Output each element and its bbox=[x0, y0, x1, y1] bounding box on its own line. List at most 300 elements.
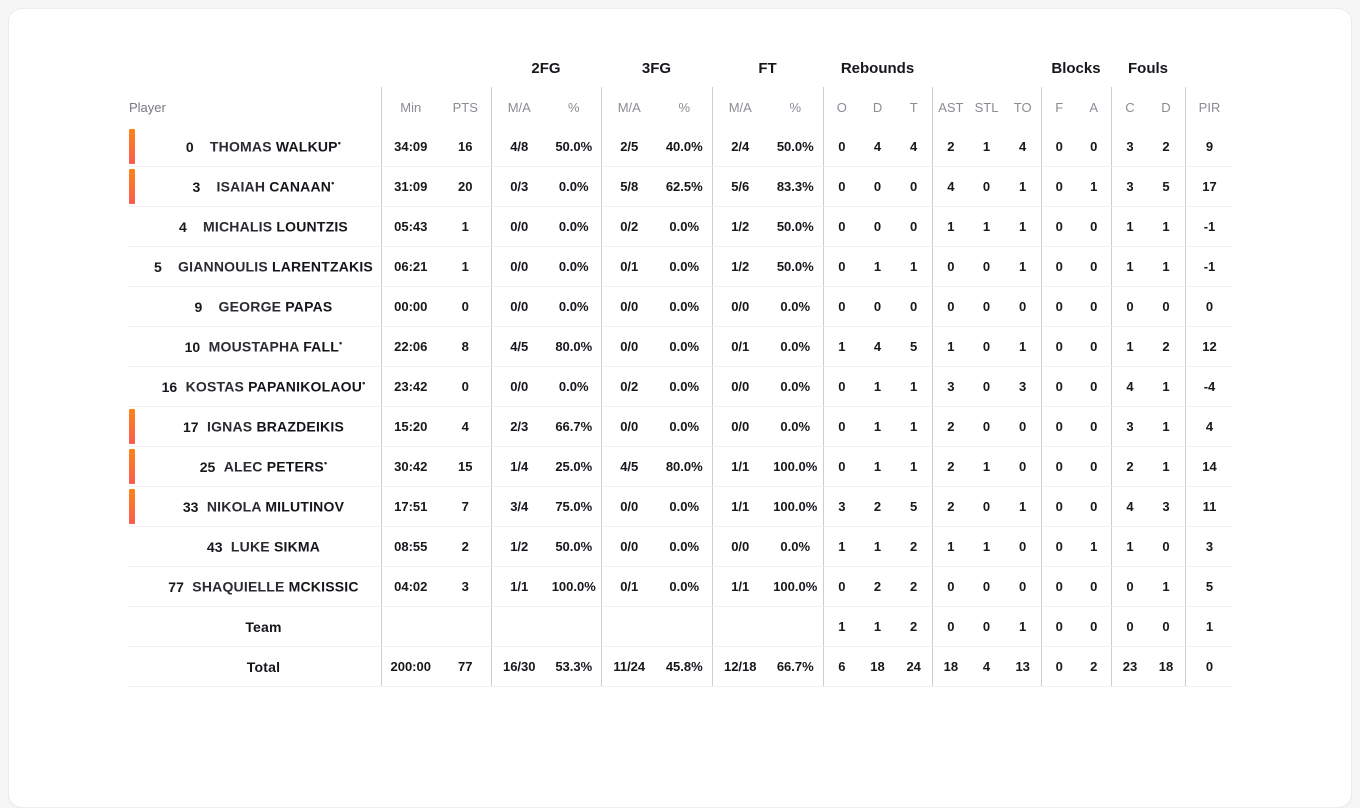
stat-ast: 2 bbox=[947, 499, 955, 514]
stat-3fg-pct: 0.0% bbox=[669, 579, 700, 594]
stat-ft-pct: 50.0% bbox=[776, 219, 814, 234]
stat-2fg-ma: 4/5 bbox=[510, 339, 529, 354]
stat-foul-d: 5 bbox=[1162, 179, 1170, 194]
player-number: 25 bbox=[199, 458, 216, 475]
stat-pir: 11 bbox=[1202, 499, 1217, 514]
group-header-row bbox=[129, 49, 1233, 87]
stat-reb-o: 0 bbox=[838, 379, 846, 394]
stat-foul-d: 1 bbox=[1162, 419, 1170, 434]
stat-min: 04:02 bbox=[394, 579, 428, 594]
stat-foul-c: 23 bbox=[1122, 659, 1138, 674]
column-header-blk-f: F bbox=[1055, 99, 1064, 115]
stat-blk-f: 0 bbox=[1055, 379, 1063, 394]
stat-ast: 18 bbox=[943, 659, 959, 674]
stat-foul-d: 2 bbox=[1162, 339, 1170, 354]
stat-blk-f: 0 bbox=[1055, 459, 1063, 474]
stat-min: 22:06 bbox=[394, 339, 428, 354]
stat-foul-c: 3 bbox=[1126, 419, 1134, 434]
stat-ft-ma bbox=[713, 607, 768, 646]
column-header-reb-t: T bbox=[909, 99, 918, 115]
player-row[interactable] bbox=[129, 287, 1233, 327]
stat-2fg-pct: 0.0% bbox=[558, 179, 589, 194]
player-number: 16 bbox=[161, 378, 178, 395]
stat-2fg-pct: 66.7% bbox=[555, 419, 593, 434]
stat-stl: 0 bbox=[982, 579, 991, 594]
stat-blk-a: 1 bbox=[1090, 179, 1098, 194]
stat-3fg-pct bbox=[657, 607, 713, 646]
stat-3fg-ma: 2/5 bbox=[620, 139, 639, 154]
player-cell bbox=[129, 527, 381, 566]
stat-foul-c: 1 bbox=[1126, 339, 1134, 354]
stat-ft-pct: 0.0% bbox=[780, 339, 811, 354]
column-header-min: Min bbox=[400, 99, 422, 115]
stat-2fg-pct: 53.3% bbox=[555, 659, 593, 674]
stat-2fg-ma: 0/0 bbox=[510, 259, 529, 274]
stat-pts: 7 bbox=[461, 499, 469, 514]
stat-stl: 0 bbox=[982, 619, 991, 634]
stat-blk-a: 0 bbox=[1090, 499, 1098, 514]
stat-blk-a: 0 bbox=[1090, 259, 1098, 274]
player-name: GIANNOULIS LARENTZAKIS bbox=[178, 258, 373, 275]
stat-2fg-ma: 2/3 bbox=[510, 419, 529, 434]
stat-reb-o: 0 bbox=[838, 299, 846, 314]
stat-reb-t: 24 bbox=[906, 659, 921, 674]
stat-to: 0 bbox=[1019, 459, 1027, 474]
stat-min: 06:21 bbox=[394, 259, 428, 274]
stat-blk-f: 0 bbox=[1055, 299, 1063, 314]
stat-ft-ma: 2/4 bbox=[731, 139, 750, 154]
stat-foul-d: 0 bbox=[1162, 619, 1170, 634]
stat-min: 200:00 bbox=[390, 659, 431, 674]
player-cell bbox=[129, 487, 381, 526]
stat-3fg-ma: 0/0 bbox=[620, 339, 639, 354]
stat-2fg-pct bbox=[547, 607, 602, 646]
stat-blk-f: 0 bbox=[1055, 659, 1063, 674]
stat-pts: 1 bbox=[461, 219, 469, 234]
stat-to: 0 bbox=[1019, 579, 1027, 594]
player-row[interactable] bbox=[129, 207, 1233, 247]
stat-to: 1 bbox=[1019, 499, 1027, 514]
group-header-2fg: 2FG bbox=[531, 59, 561, 77]
stat-pir: 0 bbox=[1205, 659, 1214, 674]
stat-blk-a: 0 bbox=[1090, 459, 1098, 474]
stat-ast: 1 bbox=[947, 219, 955, 234]
stat-3fg-pct: 0.0% bbox=[669, 419, 700, 434]
stat-stl: 0 bbox=[982, 259, 991, 274]
stat-ft-ma: 1/2 bbox=[731, 219, 750, 234]
player-cell bbox=[129, 367, 381, 406]
stat-reb-o: 0 bbox=[838, 139, 846, 154]
stat-ft-ma: 0/0 bbox=[731, 299, 750, 314]
stat-pir: -1 bbox=[1203, 219, 1216, 234]
stat-pts: 0 bbox=[461, 379, 469, 394]
stat-3fg-pct: 40.0% bbox=[665, 139, 703, 154]
player-cell bbox=[129, 327, 381, 366]
player-number: 4 bbox=[179, 218, 187, 235]
stat-foul-c: 3 bbox=[1126, 179, 1134, 194]
stat-ast: 0 bbox=[947, 299, 955, 314]
stat-reb-o: 1 bbox=[838, 619, 846, 634]
stat-ft-ma: 1/1 bbox=[731, 579, 750, 594]
stat-blk-a: 0 bbox=[1090, 219, 1098, 234]
stat-reb-t: 1 bbox=[910, 259, 918, 274]
player-row[interactable] bbox=[129, 567, 1233, 607]
column-header-pts: PTS bbox=[452, 99, 478, 115]
group-header-3fg: 3FG bbox=[641, 59, 672, 77]
stat-3fg-pct: 45.8% bbox=[665, 659, 703, 674]
player-row[interactable] bbox=[129, 127, 1233, 167]
column-header-player: Player bbox=[129, 99, 166, 115]
starter-marker: • bbox=[339, 338, 343, 349]
stat-blk-a: 0 bbox=[1090, 379, 1098, 394]
stat-reb-d: 2 bbox=[873, 499, 882, 514]
stat-reb-d: 1 bbox=[873, 259, 882, 274]
stat-ast: 0 bbox=[947, 619, 955, 634]
stat-pir: 14 bbox=[1202, 459, 1217, 474]
stat-foul-c: 1 bbox=[1126, 219, 1134, 234]
stat-ft-ma: 0/0 bbox=[731, 539, 750, 554]
stat-ast: 0 bbox=[947, 579, 955, 594]
starter-marker: • bbox=[362, 378, 366, 389]
stat-reb-o: 0 bbox=[838, 459, 846, 474]
group-header-rebounds: Rebounds bbox=[840, 59, 915, 77]
stat-2fg-pct: 25.0% bbox=[555, 459, 593, 474]
stat-foul-c: 4 bbox=[1126, 499, 1134, 514]
stat-2fg-pct: 0.0% bbox=[558, 259, 589, 274]
player-cell bbox=[129, 127, 381, 166]
stat-blk-a: 0 bbox=[1090, 419, 1098, 434]
column-header-to: TO bbox=[1013, 99, 1032, 115]
player-name: Total bbox=[246, 658, 281, 675]
on-court-indicator bbox=[129, 129, 135, 164]
stat-reb-t: 0 bbox=[910, 179, 918, 194]
player-row[interactable] bbox=[129, 167, 1233, 207]
player-row[interactable] bbox=[129, 527, 1233, 567]
column-header-pir: PIR bbox=[1198, 99, 1221, 115]
stat-pts: 77 bbox=[458, 659, 473, 674]
stat-foul-d: 1 bbox=[1162, 219, 1170, 234]
stat-pir: 5 bbox=[1205, 579, 1214, 594]
stat-reb-d: 4 bbox=[873, 339, 882, 354]
stat-ast: 2 bbox=[947, 459, 955, 474]
player-name: GEORGE PAPAS bbox=[218, 298, 333, 315]
stat-2fg-ma: 1/2 bbox=[510, 539, 529, 554]
stat-ast: 2 bbox=[947, 419, 955, 434]
stat-3fg-pct: 62.5% bbox=[665, 179, 703, 194]
player-row[interactable] bbox=[129, 487, 1233, 527]
stat-foul-d: 3 bbox=[1162, 499, 1170, 514]
stat-ft-pct: 66.7% bbox=[776, 659, 814, 674]
stat-3fg-ma: 11/24 bbox=[613, 659, 646, 674]
stat-ft-pct: 83.3% bbox=[776, 179, 814, 194]
column-header-reb-o: O bbox=[836, 99, 847, 115]
column-header-2fg-pct: % bbox=[567, 99, 580, 115]
stat-pts: 15 bbox=[458, 459, 473, 474]
stat-blk-f: 0 bbox=[1055, 419, 1063, 434]
stat-blk-a: 0 bbox=[1090, 299, 1098, 314]
stat-3fg-pct: 0.0% bbox=[669, 379, 700, 394]
stat-3fg-ma: 4/5 bbox=[620, 459, 639, 474]
player-row[interactable] bbox=[129, 407, 1233, 447]
stat-pir: -4 bbox=[1203, 379, 1216, 394]
column-header-foul-c: C bbox=[1125, 99, 1135, 115]
stat-reb-o: 1 bbox=[838, 339, 846, 354]
stat-stl: 4 bbox=[982, 659, 991, 674]
stat-pts: 3 bbox=[461, 579, 469, 594]
stat-3fg-ma: 0/2 bbox=[620, 379, 639, 394]
stat-foul-c: 0 bbox=[1126, 579, 1134, 594]
stat-min: 15:20 bbox=[394, 419, 428, 434]
column-header-ft-pct: % bbox=[789, 99, 802, 115]
stat-ft-ma: 0/0 bbox=[731, 379, 750, 394]
stat-2fg-ma: 0/3 bbox=[510, 179, 529, 194]
stat-foul-d: 2 bbox=[1162, 139, 1170, 154]
stat-min: 23:42 bbox=[394, 379, 428, 394]
stat-min: 00:00 bbox=[394, 299, 428, 314]
stat-pir: 1 bbox=[1205, 619, 1214, 634]
stat-to: 1 bbox=[1019, 619, 1027, 634]
player-row[interactable] bbox=[129, 247, 1233, 287]
stat-to: 1 bbox=[1019, 219, 1027, 234]
stat-foul-c: 4 bbox=[1126, 379, 1134, 394]
stat-3fg-ma: 0/1 bbox=[620, 259, 639, 274]
on-court-indicator bbox=[129, 489, 135, 524]
stat-foul-d: 0 bbox=[1162, 299, 1170, 314]
stat-min: 30:42 bbox=[394, 459, 428, 474]
rows-container bbox=[129, 127, 1233, 687]
group-header-fouls: Fouls bbox=[1128, 59, 1168, 77]
team-row[interactable] bbox=[129, 607, 1233, 647]
stat-min: 17:51 bbox=[394, 499, 428, 514]
stat-min: 34:09 bbox=[394, 139, 428, 154]
player-name: ALEC PETERS• bbox=[223, 458, 328, 475]
stat-ast: 0 bbox=[947, 259, 955, 274]
player-name: Team bbox=[245, 618, 282, 635]
stat-ft-pct: 0.0% bbox=[780, 419, 811, 434]
stat-2fg-pct: 50.0% bbox=[555, 139, 593, 154]
stat-ft-ma: 12/18 bbox=[723, 659, 757, 674]
stat-reb-t: 1 bbox=[910, 379, 918, 394]
player-cell bbox=[129, 247, 381, 286]
stat-reb-d: 0 bbox=[873, 219, 882, 234]
stat-to: 0 bbox=[1019, 539, 1027, 554]
stat-blk-a: 2 bbox=[1090, 659, 1098, 674]
stat-stl: 1 bbox=[982, 539, 991, 554]
player-name: MICHALIS LOUNTZIS bbox=[203, 218, 348, 235]
group-header-ft: FT bbox=[758, 59, 777, 77]
stat-stl: 1 bbox=[982, 459, 991, 474]
stat-2fg-pct: 0.0% bbox=[558, 219, 589, 234]
total-row[interactable] bbox=[129, 647, 1233, 687]
stat-ft-pct: 100.0% bbox=[773, 499, 818, 514]
player-cell bbox=[129, 607, 381, 646]
stat-ft-ma: 0/1 bbox=[731, 339, 750, 354]
stat-reb-d: 18 bbox=[870, 659, 885, 674]
stat-pir: -1 bbox=[1203, 259, 1216, 274]
stat-reb-t: 1 bbox=[910, 459, 918, 474]
stat-min bbox=[382, 607, 439, 646]
stat-min: 31:09 bbox=[394, 179, 428, 194]
stat-stl: 0 bbox=[982, 499, 991, 514]
stat-3fg-pct: 0.0% bbox=[669, 259, 700, 274]
player-name: THOMAS WALKUP• bbox=[209, 138, 342, 155]
stat-2fg-ma: 0/0 bbox=[510, 379, 529, 394]
stat-to: 1 bbox=[1019, 339, 1027, 354]
stat-pts: 4 bbox=[461, 419, 469, 434]
stat-2fg-ma: 1/1 bbox=[510, 579, 529, 594]
player-name: KOSTAS PAPANIKOLAOU• bbox=[185, 378, 366, 395]
stat-3fg-ma: 5/8 bbox=[620, 179, 639, 194]
stat-pts: 20 bbox=[458, 179, 473, 194]
stat-min: 05:43 bbox=[394, 219, 428, 234]
stat-reb-o: 0 bbox=[838, 259, 846, 274]
stat-pir: 17 bbox=[1202, 179, 1217, 194]
stat-2fg-ma: 0/0 bbox=[510, 219, 529, 234]
player-row[interactable] bbox=[129, 327, 1233, 367]
stat-reb-d: 4 bbox=[873, 139, 882, 154]
stat-pir: 3 bbox=[1205, 539, 1214, 554]
stat-3fg-pct: 0.0% bbox=[669, 539, 700, 554]
stat-ft-ma: 1/1 bbox=[731, 499, 750, 514]
stat-foul-d: 1 bbox=[1162, 579, 1170, 594]
stat-pir: 0 bbox=[1205, 299, 1214, 314]
player-name: MOUSTAPHA FALL• bbox=[208, 338, 343, 355]
player-number: 33 bbox=[182, 498, 199, 515]
stat-reb-t: 5 bbox=[910, 339, 918, 354]
stat-2fg-pct: 0.0% bbox=[558, 299, 589, 314]
stat-2fg-pct: 75.0% bbox=[555, 499, 593, 514]
stat-ft-pct: 100.0% bbox=[773, 579, 818, 594]
stat-ft-ma: 1/2 bbox=[731, 259, 750, 274]
stat-reb-d: 0 bbox=[873, 299, 882, 314]
stat-pir: 4 bbox=[1205, 419, 1214, 434]
stat-ft-pct: 0.0% bbox=[780, 379, 811, 394]
stat-2fg-ma: 3/4 bbox=[510, 499, 529, 514]
stat-2fg-ma: 1/4 bbox=[510, 459, 529, 474]
stat-ft-ma: 1/1 bbox=[731, 459, 750, 474]
player-row[interactable] bbox=[129, 447, 1233, 487]
player-number: 43 bbox=[206, 538, 223, 555]
stat-blk-f: 0 bbox=[1055, 499, 1063, 514]
stat-ft-pct: 100.0% bbox=[773, 459, 818, 474]
stat-ft-pct: 0.0% bbox=[780, 539, 811, 554]
stat-stl: 1 bbox=[982, 139, 991, 154]
stat-ast: 4 bbox=[947, 179, 955, 194]
stat-reb-d: 1 bbox=[873, 459, 882, 474]
stat-3fg-pct: 0.0% bbox=[669, 499, 700, 514]
stat-blk-a: 0 bbox=[1090, 139, 1098, 154]
player-name: ISAIAH CANAAN• bbox=[216, 178, 335, 195]
stat-stl: 0 bbox=[982, 339, 991, 354]
column-header-row bbox=[129, 87, 1233, 127]
player-cell bbox=[129, 447, 381, 486]
stat-2fg-pct: 0.0% bbox=[558, 379, 589, 394]
player-number: 9 bbox=[194, 298, 203, 315]
stat-ast: 2 bbox=[947, 139, 955, 154]
stat-stl: 0 bbox=[982, 179, 991, 194]
stat-ft-pct bbox=[768, 607, 824, 646]
stat-ft-pct: 50.0% bbox=[776, 259, 814, 274]
starter-marker: • bbox=[331, 178, 335, 189]
stat-blk-a: 0 bbox=[1090, 619, 1098, 634]
player-cell bbox=[129, 167, 381, 206]
stat-2fg-ma: 0/0 bbox=[510, 299, 529, 314]
stat-2fg-ma: 16/30 bbox=[502, 659, 536, 674]
stat-foul-c: 0 bbox=[1126, 619, 1134, 634]
stat-pts: 2 bbox=[461, 539, 469, 554]
stat-to: 0 bbox=[1019, 299, 1027, 314]
stat-reb-o: 0 bbox=[838, 419, 846, 434]
stat-to: 13 bbox=[1015, 659, 1030, 674]
stat-3fg-pct: 0.0% bbox=[669, 339, 700, 354]
stat-reb-t: 1 bbox=[910, 419, 918, 434]
player-cell bbox=[129, 407, 381, 446]
stat-3fg-ma: 0/1 bbox=[620, 579, 639, 594]
stat-2fg-pct: 50.0% bbox=[555, 539, 593, 554]
on-court-indicator bbox=[129, 449, 135, 484]
stat-3fg-ma: 0/2 bbox=[620, 219, 639, 234]
stat-reb-d: 0 bbox=[873, 179, 882, 194]
stat-reb-d: 1 bbox=[873, 419, 882, 434]
player-number: 17 bbox=[183, 418, 199, 435]
stat-reb-t: 0 bbox=[910, 299, 918, 314]
stat-foul-d: 18 bbox=[1158, 659, 1174, 674]
group-header-blocks: Blocks bbox=[1051, 59, 1101, 77]
stat-foul-d: 1 bbox=[1162, 379, 1170, 394]
stat-stl: 1 bbox=[982, 219, 991, 234]
column-header-3fg-pct: % bbox=[678, 99, 691, 115]
stat-foul-c: 1 bbox=[1126, 539, 1134, 554]
stat-reb-t: 0 bbox=[910, 219, 918, 234]
player-number: 10 bbox=[184, 338, 201, 355]
stat-3fg-ma bbox=[602, 607, 657, 646]
stat-foul-c: 3 bbox=[1126, 139, 1134, 154]
stat-to: 1 bbox=[1019, 179, 1027, 194]
column-header-3fg-ma: M/A bbox=[617, 99, 641, 115]
stat-2fg-pct: 80.0% bbox=[555, 339, 593, 354]
player-number: 0 bbox=[185, 138, 194, 155]
stat-reb-t: 5 bbox=[910, 499, 918, 514]
stat-reb-d: 1 bbox=[873, 379, 882, 394]
stat-reb-o: 6 bbox=[838, 659, 846, 674]
stat-pir: 12 bbox=[1202, 339, 1217, 354]
stat-3fg-ma: 0/0 bbox=[620, 539, 639, 554]
stat-pir: 9 bbox=[1205, 139, 1214, 154]
stat-foul-d: 1 bbox=[1162, 259, 1170, 274]
stat-foul-c: 0 bbox=[1126, 299, 1134, 314]
player-cell bbox=[129, 287, 381, 326]
player-cell bbox=[129, 567, 381, 606]
stat-reb-o: 3 bbox=[838, 499, 846, 514]
stat-pts bbox=[439, 607, 491, 646]
stat-2fg-ma bbox=[492, 607, 547, 646]
stat-3fg-pct: 80.0% bbox=[665, 459, 703, 474]
stat-blk-a: 0 bbox=[1090, 579, 1098, 594]
stat-blk-a: 0 bbox=[1090, 339, 1098, 354]
stat-reb-t: 2 bbox=[910, 579, 918, 594]
stat-reb-d: 2 bbox=[873, 579, 882, 594]
column-header-reb-d: D bbox=[872, 99, 883, 115]
stat-to: 1 bbox=[1019, 259, 1027, 274]
player-row[interactable] bbox=[129, 367, 1233, 407]
player-name: LUKE SIKMA bbox=[230, 538, 321, 555]
stat-reb-d: 1 bbox=[873, 619, 882, 634]
player-name: SHAQUIELLE MCKISSIC bbox=[192, 578, 359, 595]
column-header-blk-a: A bbox=[1089, 99, 1099, 115]
on-court-indicator bbox=[129, 169, 135, 204]
on-court-indicator bbox=[129, 409, 135, 444]
stat-reb-o: 0 bbox=[838, 579, 846, 594]
